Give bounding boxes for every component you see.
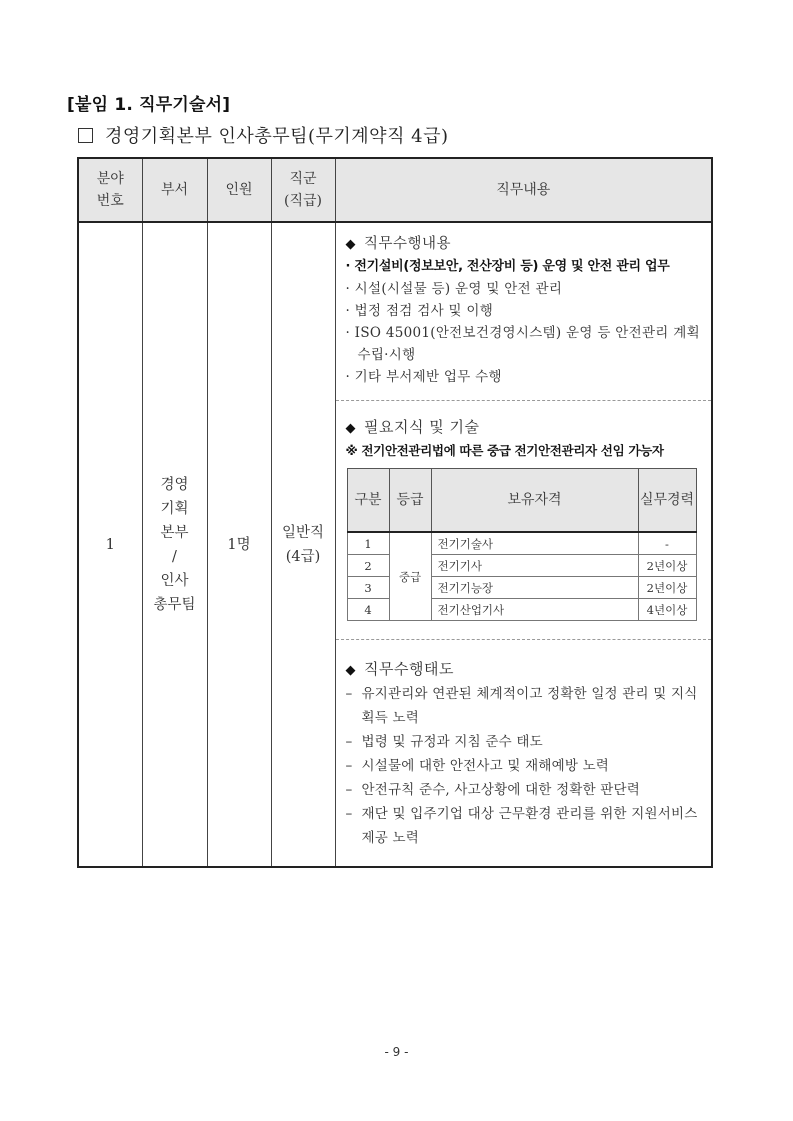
table-header-row [78, 158, 712, 222]
header-job-class: 직군 (직급) [271, 158, 335, 222]
qualification-table [347, 468, 697, 621]
cell-headcount: 1명 [207, 222, 271, 867]
task-item: 수립·시행 [357, 347, 416, 363]
task-item: · ISO 45001(안전보건경영시스템) 운영 등 안전관리 계획 [345, 325, 700, 341]
qual-row: 4 전기산업기사 4년이상 [347, 599, 696, 621]
qual-header-row [347, 469, 696, 533]
attitude-heading: ◆ 직무수행태도 [345, 660, 454, 678]
task-item: · 전기설비(정보보안, 전산장비 등) 운영 및 안전 관리 업무 [345, 259, 670, 274]
qual-header-license: 보유자격 [431, 469, 638, 533]
attitude-item: – 법령 및 규정과 지침 준수 태도 [345, 734, 543, 750]
qual-header-grade: 등급 [389, 469, 431, 533]
qual-row: 2 전기기사 2년이상 [347, 555, 696, 577]
task-item: · 법정 점검 검사 및 이행 [345, 303, 494, 319]
header-headcount: 인원 [207, 158, 271, 222]
table-row [78, 222, 712, 867]
header-department: 부서 [142, 158, 207, 222]
qual-header-experience: 실무경력 [638, 469, 696, 533]
attitude-item: 제공 노력 [361, 830, 419, 846]
cell-field-no: 1 [78, 222, 142, 867]
section-title [78, 122, 449, 148]
cell-job-class: 일반직 (4급) [271, 222, 335, 867]
tasks-block [336, 223, 712, 400]
knowledge-heading: ◆ 필요지식 및 기술 [345, 418, 480, 436]
cell-duties [335, 222, 712, 867]
section-title-text: 경영기획본부 인사총무팀(무기계약직 4급) [105, 126, 449, 147]
tasks-heading: ◆ 직무수행내용 [345, 236, 452, 252]
knowledge-note: ※ 전기안전관리법에 따른 중급 전기안전관리자 선임 가능자 [345, 443, 664, 458]
diamond-bullet-icon: ◆ [345, 421, 356, 436]
qual-row: 1 중급 전기기술사 - [347, 532, 696, 555]
attitude-item: – 유지관리와 연관된 체계적이고 정확한 일정 관리 및 지식 [345, 686, 698, 702]
attitude-block [336, 639, 712, 866]
attitude-item: 획득 노력 [361, 710, 419, 726]
diamond-bullet-icon: ◆ [345, 237, 356, 252]
attachment-title: [붙임 1. 직무기술서] [67, 95, 231, 115]
cell-department: 경영 기획 본부 / 인사 총무팀 [142, 222, 207, 867]
knowledge-block [336, 400, 712, 639]
diamond-bullet-icon: ◆ [345, 663, 356, 678]
attitude-item: – 시설물에 대한 안전사고 및 재해예방 노력 [345, 758, 610, 774]
header-field-no: 분야 번호 [78, 158, 142, 222]
attitude-item: – 안전규칙 준수, 사고상황에 대한 정확한 판단력 [345, 782, 641, 798]
qual-row: 3 전기기능장 2년이상 [347, 577, 696, 599]
attitude-item: – 재단 및 입주기업 대상 근무환경 관리를 위한 지원서비스 [345, 806, 698, 822]
checkbox-square-icon [78, 128, 93, 143]
page-number: - 9 - [384, 1045, 409, 1059]
job-description-table [77, 157, 713, 868]
qual-grade-cell: 중급 [389, 532, 431, 621]
task-item: · 시설(시설물 등) 운영 및 안전 관리 [345, 281, 563, 297]
task-item: · 기타 부서제반 업무 수행 [345, 369, 502, 385]
header-duties: 직무내용 [335, 158, 712, 222]
qual-header-no: 구분 [347, 469, 389, 533]
